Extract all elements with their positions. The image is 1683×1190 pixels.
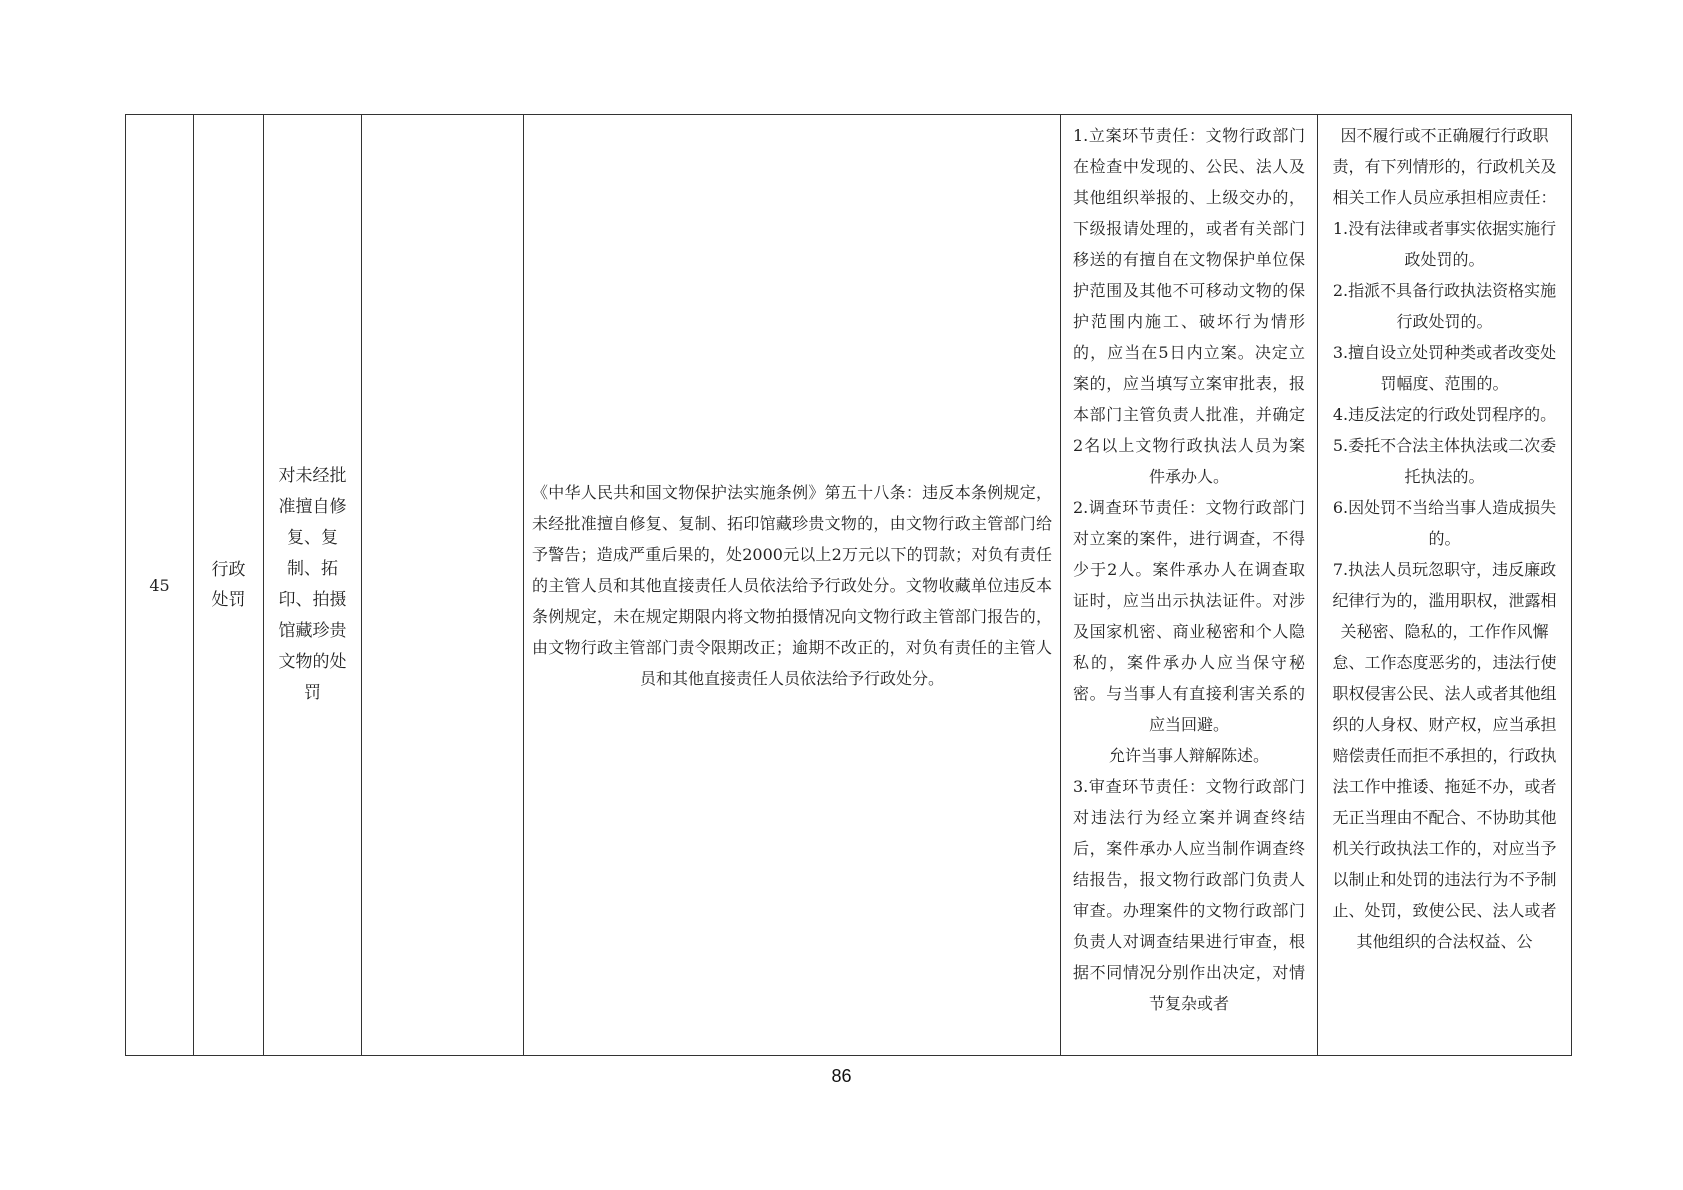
responsibility-paragraph: 1.立案环节责任：文物行政部门在检查中发现的、公民、法人及其他组织举报的、上级交办的，下级报请处理的，或者有关部门移送的有擅自在文物保护单位保护范围及其他不可移动文物的保护范围内施工、破坏行为情形的，应当在5日内立案。决定立案的，应当填写立案审批表，报本部门主管负责人批准，并确定2名以上文物行政执法人员为案件承办人。 [1073, 126, 1305, 486]
liability-paragraph: 3.擅自设立处罚种类或者改变处罚幅度、范围的。 [1332, 343, 1557, 393]
item-name-text: 对未经批准擅自修复、复制、拓印、拍摄馆藏珍贵文物的处罚 [278, 466, 347, 703]
liability-cell [1318, 115, 1572, 1056]
liability-paragraph: 4.违反法定的行政处罚程序的。 [1332, 405, 1557, 424]
responsibility-paragraph: 2.调查环节责任：文物行政部门对立案的案件，进行调查，不得少于2人。案件承办人在调查取证时，应当出示执法证件。对涉及国家机密、商业秘密和个人隐私的，案件承办人应当保守秘密。与当事人有直接利害关系的应当回避。 [1073, 498, 1305, 734]
sub-item-cell [362, 115, 524, 1056]
responsibility-cell [1061, 115, 1318, 1056]
power-list-table [125, 114, 1572, 1056]
table-row [126, 115, 1572, 1056]
liability-paragraph: 2.指派不具备行政执法资格实施行政处罚的。 [1332, 281, 1557, 331]
liability-paragraph: 因不履行或不正确履行行政职责，有下列情形的，行政机关及相关工作人员应承担相应责任： [1332, 126, 1557, 207]
liability-paragraph: 7.执法人员玩忽职守，违反廉政纪律行为的，滥用职权，泄露相关秘密、隐私的，工作作风懈怠、工作态度恶劣的，违法行使职权侵害公民、法人或者其他组织的人身权、财产权，应当承担赔偿责任而拒不承担的，行政执法工作中推诿、拖延不办，或者无正当理由不配合、不协助其他机关行政执法工作的，对应当予以制止和处罚的违法行为不予制止、处罚，致使公民、法人或者其他组织的合法权益、公 [1332, 560, 1557, 951]
row-number: 45 [126, 115, 194, 1056]
item-name [264, 115, 362, 1056]
power-category-text: 行政处罚 [211, 560, 246, 610]
power-category [194, 115, 264, 1056]
responsibility-paragraph: 允许当事人辩解陈述。 [1108, 746, 1269, 765]
liability-paragraph: 5.委托不合法主体执法或二次委托执法的。 [1332, 436, 1557, 486]
liability-paragraph: 6.因处罚不当给当事人造成损失的。 [1332, 498, 1557, 548]
legal-basis: 《中华人民共和国文物保护法实施条例》第五十八条：违反本条例规定，未经批准擅自修复、复制、拓印馆藏珍贵文物的，由文物行政主管部门给予警告；造成严重后果的，处2000元以上2万元以下的罚款；对负有责任的主管人员和其他直接责任人员依法给予行政处分。文物收藏单位违反本条例规定，未在规定期限内将文物拍摄情况向文物行政主管部门报告的，由文物行政主管部门责令限期改正；逾期不改正的，对负有责任的主管人员和其他直接责任人员依法给予行政处分。 [524, 115, 1061, 1056]
responsibility-paragraph: 3.审查环节责任：文物行政部门对违法行为经立案并调查终结后，案件承办人应当制作调查终结报告，报文物行政部门负责人审查。办理案件的文物行政部门负责人对调查结果进行审查，根据不同情况分别作出决定，对情节复杂或者 [1073, 777, 1305, 1013]
liability-paragraph: 1.没有法律或者事实依据实施行政处罚的。 [1332, 219, 1557, 269]
page-number: 86 [831, 1066, 852, 1086]
